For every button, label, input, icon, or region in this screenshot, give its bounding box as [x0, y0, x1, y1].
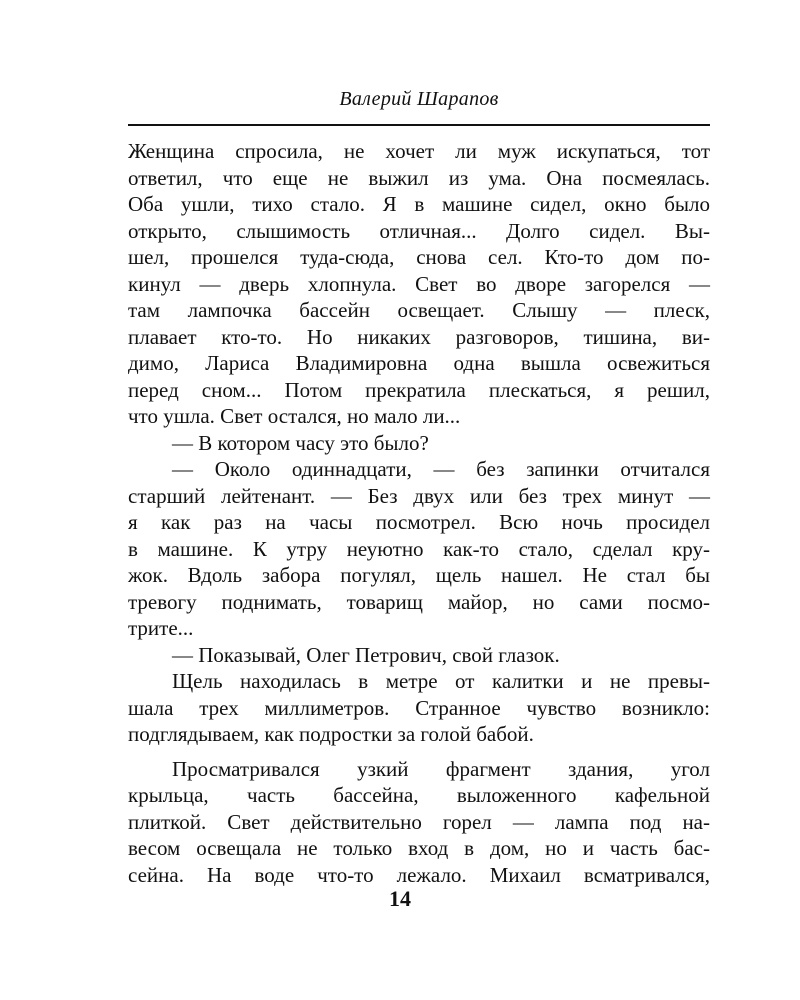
paragraph-gap: [128, 748, 710, 756]
text-line: что ушла. Свет остался, но мало ли...: [128, 404, 461, 428]
paragraph-start-line: Просматривался узкий фрагмент здания, угол: [172, 756, 710, 781]
text-line: кинул — дверь хлопнула. Свет во дворе загорелся —: [128, 271, 710, 296]
text-line: жок. Вдоль забора погулял, щель нашел. Не стал бы: [128, 563, 710, 587]
text-line: плавает кто-то. Но никаких разговоров, тишина, ви-: [128, 324, 710, 349]
header-rule: [128, 124, 710, 126]
text-line: в машине. К утру неуютно как-то стало, сделал кру-: [128, 536, 710, 561]
text-line: я как раз на часы посмотрел. Всю ночь просидел: [128, 510, 710, 534]
dialogue-line: — В котором часу это было?: [172, 430, 429, 455]
text-line: Оба ушли, тихо стало. Я в машине сидел, окно было: [128, 192, 710, 216]
text-line: крыльца, часть бассейна, выложенного кафельной: [128, 783, 710, 807]
text-line: перед сном... Потом прекратила плескаться, я решил,: [128, 377, 710, 402]
text-line: подглядываем, как подростки за голой бабой.: [128, 722, 534, 746]
text-line: открыто, слышимость отличная... Долго сидел. Вы-: [128, 218, 710, 243]
paragraph-start-line: Щель находилась в метре от калитки и не превы-: [172, 669, 710, 693]
text-line: старший лейтенант. — Без двух или без трех минут —: [128, 483, 710, 508]
text-line: шала трех миллиметров. Странное чувство возникло:: [128, 695, 710, 720]
text-line: тревогу поднимать, товарищ майор, но сами посмо-: [128, 589, 710, 614]
text-line: Женщина спросила, не хочет ли муж искупаться, тот: [128, 139, 710, 163]
text-line: трите...: [128, 616, 194, 640]
text-line: шел, прошелся туда-сюда, снова сел. Кто-то дом по-: [128, 245, 710, 269]
text-line: ответил, что еще не выжил из ума. Она посмеялась.: [128, 165, 710, 190]
text-line: сейна. На воде что-то лежало. Михаил всматривался,: [128, 862, 710, 887]
dialogue-line: — Около одиннадцати, — без запинки отчитался: [172, 457, 710, 481]
page-number: 14: [389, 886, 411, 911]
text-line: димо, Лариса Владимировна одна вышла освежиться: [128, 351, 710, 375]
body-text: [128, 138, 710, 888]
dialogue-line: — Показывай, Олег Петрович, свой глазок.: [172, 642, 560, 667]
text-line: там лампочка бассейн освещает. Слышу — плеск,: [128, 298, 710, 322]
running-header: Валерий Шарапов: [339, 88, 499, 110]
text-line: весом освещала не только вход в дом, но и часть бас-: [128, 836, 710, 860]
text-line: плиткой. Свет действительно горел — лампа под на-: [128, 809, 710, 834]
